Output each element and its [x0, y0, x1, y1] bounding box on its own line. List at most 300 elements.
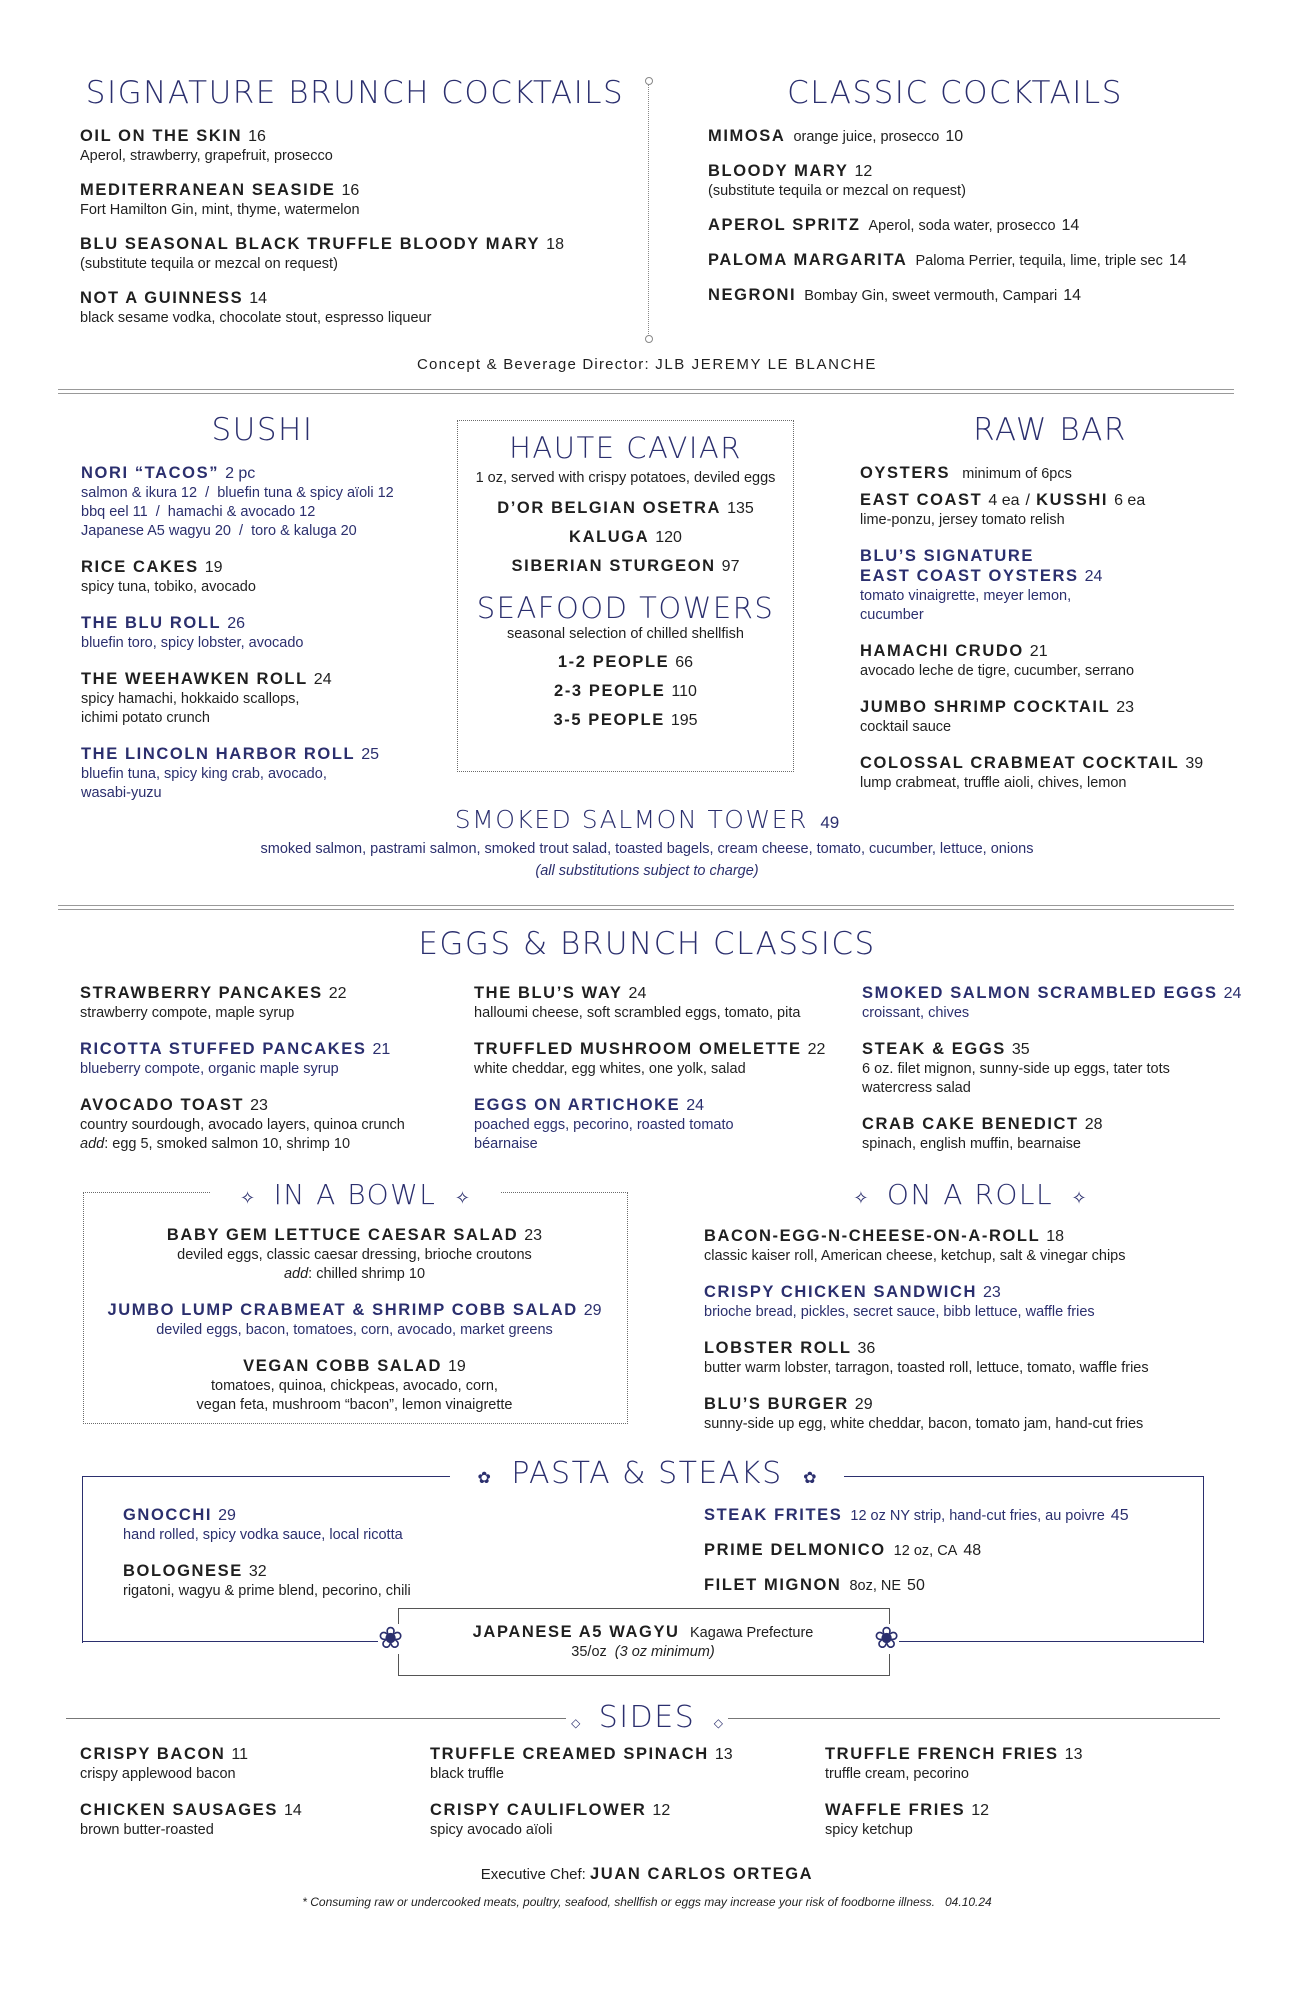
menu-item — [860, 753, 1260, 793]
price-line-name: 1-2 PEOPLE — [557, 653, 670, 671]
menu-item-desc: lump crabmeat, truffle aioli, chives, lemon — [860, 775, 1127, 791]
menu-item-desc: classic kaiser roll, American cheese, ketchup, salt & vinegar chips — [704, 1248, 1126, 1264]
menu-item-price: 16 — [248, 128, 266, 145]
menu-item-price: 10 — [945, 128, 964, 145]
menu-item-heading — [81, 669, 441, 690]
menu-item-desc: poached eggs, pecorino, roasted tomato — [474, 1117, 734, 1133]
menu-item-name: STEAK FRITES — [704, 1506, 843, 1524]
menu-item-name: NOT A GUINNESS — [80, 289, 244, 307]
menu-item-price: 28 — [1084, 1116, 1103, 1133]
menu-item-name: RICOTTA STUFFED PANCAKES — [80, 1040, 367, 1058]
menu-item-desc: blueberry compote, organic maple syrup — [80, 1061, 339, 1077]
menu-item — [860, 697, 1260, 737]
menu-item — [83, 1300, 626, 1340]
menu-item-heading — [83, 1300, 626, 1321]
menu-item-price: 21 — [372, 1041, 391, 1058]
menu-item-desc: crispy applewood bacon — [80, 1766, 236, 1782]
menu-item-desc: 6 oz. filet mignon, sunny-side up eggs, tater tots — [862, 1061, 1170, 1077]
menu-item — [430, 1800, 790, 1840]
signature-oysters-desc: tomato vinaigrette, meyer lemon, — [860, 588, 1072, 604]
concept-line — [0, 356, 1294, 373]
pasta-frame-bottom-right — [886, 1641, 1203, 1642]
menu-item-heading — [860, 753, 1260, 774]
menu-item-desc: (substitute tequila or mezcal on request) — [708, 183, 966, 199]
divider-dot-top — [645, 77, 653, 85]
menu-item — [81, 744, 441, 803]
menu-item-heading — [80, 180, 640, 201]
menu-item — [708, 161, 1268, 201]
menu-item-price: 18 — [1046, 1228, 1065, 1245]
menu-item — [474, 1039, 864, 1079]
bowl-heading — [210, 1178, 500, 1211]
menu-item-heading — [862, 1039, 1282, 1060]
menu-item-desc: black sesame vodka, chocolate stout, espresso liqueur — [80, 310, 432, 326]
price-line-name: 3-5 PEOPLE — [553, 711, 665, 729]
menu-item-heading — [80, 1744, 400, 1765]
menu-item-heading — [81, 613, 441, 634]
top-divider — [648, 80, 649, 340]
menu-item-desc: spicy avocado aïoli — [430, 1822, 553, 1838]
menu-item-price: 29 — [218, 1507, 236, 1524]
clover-icon: ❀ — [378, 1622, 404, 1655]
signature-oysters-line2: EAST COAST OYSTERS — [860, 567, 1079, 585]
chef-label: Executive Chef: — [480, 1866, 586, 1883]
price-line-name: SIBERIAN STURGEON — [511, 557, 716, 575]
rawbar-list — [860, 463, 1260, 809]
clover-icon: ✿ — [477, 1470, 491, 1487]
menu-item — [704, 1226, 1264, 1266]
price-line — [458, 556, 793, 577]
nori-tacos-item — [81, 463, 441, 541]
menu-item-desc: brown butter-roasted — [80, 1822, 214, 1838]
menu-item-price: 22 — [807, 1041, 826, 1058]
menu-item-price: 24 — [313, 671, 332, 688]
caviar-title: HAUTE CAVIAR — [509, 431, 742, 465]
menu-item-price: 50 — [907, 1577, 925, 1594]
roll-heading — [820, 1178, 1120, 1211]
menu-item-heading — [860, 641, 1260, 662]
menu-item-desc: country sourdough, avocado layers, quinoa crunch — [80, 1117, 405, 1133]
menu-item-price: 23 — [524, 1227, 543, 1244]
wagyu-origin: Kagawa Prefecture — [690, 1625, 814, 1641]
menu-item — [81, 669, 441, 728]
menu-item-desc: croissant, chives — [862, 1005, 970, 1021]
disclaimer: * Consuming raw or undercooked meats, poultry, seafood, shellfish or eggs may increase your risk of foodborne illness. 04.10.24 — [302, 1895, 992, 1909]
menu-item-name: PALOMA MARGARITA — [708, 251, 908, 269]
menu-item — [80, 288, 640, 328]
menu-item-heading — [704, 1338, 1264, 1359]
menu-item-desc: strawberry compote, maple syrup — [80, 1005, 295, 1021]
price-line — [458, 681, 793, 702]
price-line-name: D’OR BELGIAN OSETRA — [497, 499, 722, 517]
eggs-col-3 — [862, 983, 1282, 1170]
menu-item-name: TRUFFLE FRENCH FRIES — [825, 1745, 1059, 1763]
caviar-towers-box — [457, 420, 794, 772]
east-coast-price: 4 ea — [988, 492, 1020, 509]
menu-item-inline-desc: 12 oz NY strip, hand-cut fries, au poivre — [850, 1508, 1105, 1524]
menu-item-price: 23 — [1116, 699, 1135, 716]
menu-item-inline-desc: Bombay Gin, sweet vermouth, Campari — [804, 288, 1058, 304]
sides-col-1 — [80, 1744, 400, 1856]
menu-item-desc: brioche bread, pickles, secret sauce, bibb lettuce, waffle fries — [704, 1304, 1095, 1320]
menu-item — [704, 1338, 1264, 1378]
rawbar-title: RAW BAR — [973, 412, 1127, 448]
menu-item-name: MEDITERRANEAN SEASIDE — [80, 181, 336, 199]
menu-item-desc: spicy hamachi, hokkaido scallops, — [81, 691, 300, 707]
salmon-tower-note: (all substitutions subject to charge) — [535, 863, 759, 879]
menu-item-heading — [80, 983, 470, 1004]
menu-item-desc: watercress salad — [862, 1080, 971, 1096]
menu-item-inline-desc: orange juice, prosecco — [793, 129, 940, 145]
menu-item-price: 21 — [1029, 643, 1048, 660]
menu-item — [80, 126, 640, 166]
divider-dot-bottom — [645, 335, 653, 343]
nori-line: bbq eel 11 / hamachi & avocado 12 — [81, 504, 316, 520]
menu-item-heading — [81, 744, 441, 765]
menu-item-desc: bluefin tuna, spicy king crab, avocado, — [81, 766, 327, 782]
menu-item-price: 13 — [1064, 1746, 1083, 1763]
sides-col-3 — [825, 1744, 1185, 1856]
menu-item-name: TRUFFLE CREAMED SPINACH — [430, 1745, 709, 1763]
menu-item-heading — [474, 1095, 864, 1116]
menu-item-desc: tomatoes, quinoa, chickpeas, avocado, corn, — [211, 1378, 498, 1394]
price-line — [458, 498, 793, 519]
menu-item-name: STEAK & EGGS — [862, 1040, 1006, 1058]
menu-item-name: CHICKEN SAUSAGES — [80, 1801, 278, 1819]
menu-item-name: CRISPY CHICKEN SANDWICH — [704, 1283, 978, 1301]
menu-item-desc: vegan feta, mushroom “bacon”, lemon vinaigrette — [196, 1397, 513, 1413]
price-line-price: 97 — [721, 558, 740, 575]
menu-item — [83, 1356, 626, 1415]
menu-item-name: THE BLU’S WAY — [474, 984, 623, 1002]
menu-item-name: THE LINCOLN HARBOR ROLL — [81, 745, 356, 763]
chef-name: JUAN CARLOS ORTEGA — [590, 1865, 814, 1883]
menu-item-price: 16 — [341, 182, 360, 199]
menu-item-heading — [474, 1039, 864, 1060]
menu-item — [862, 1114, 1282, 1154]
menu-item — [708, 250, 1268, 271]
menu-item-price: 14 — [283, 1802, 302, 1819]
menu-item-price: 19 — [204, 559, 223, 576]
addon-text: : egg 5, smoked salmon 10, shrimp 10 — [104, 1136, 351, 1152]
menu-item-desc: hand rolled, spicy vodka sauce, local ricotta — [123, 1527, 403, 1543]
menu-item-inline-desc: Paloma Perrier, tequila, lime, triple sec — [915, 253, 1163, 269]
signature-oysters-line1: BLU’S SIGNATURE — [860, 547, 1035, 565]
menu-item-price: 32 — [248, 1563, 267, 1580]
menu-item-heading — [83, 1356, 626, 1377]
menu-item-desc: sunny-side up egg, white cheddar, bacon, tomato jam, hand-cut fries — [704, 1416, 1144, 1432]
menu-item-name: NEGRONI — [708, 286, 797, 304]
menu-item-name: JUMBO LUMP CRABMEAT & SHRIMP COBB SALAD — [107, 1301, 578, 1319]
pasta-title: PASTA & STEAKS — [511, 1456, 783, 1491]
menu-item-heading — [704, 1540, 1224, 1561]
menu-item — [430, 1744, 790, 1784]
price-line-name: 2-3 PEOPLE — [554, 682, 666, 700]
eggs-title: EGGS & BRUNCH CLASSICS — [418, 926, 876, 962]
menu-item — [862, 983, 1282, 1023]
menu-item-price: 35 — [1011, 1041, 1030, 1058]
menu-item — [474, 983, 864, 1023]
menu-item-desc: halloumi cheese, soft scrambled eggs, tomato, pita — [474, 1005, 801, 1021]
chef-line — [0, 1864, 1294, 1884]
wagyu-note: (3 oz minimum) — [614, 1644, 715, 1660]
menu-item — [80, 234, 640, 274]
menu-item-name: OIL ON THE SKIN — [80, 127, 243, 145]
menu-item-name: THE BLU ROLL — [81, 614, 222, 632]
menu-item-heading — [860, 697, 1260, 718]
price-line-price: 195 — [670, 712, 698, 729]
menu-item-heading — [708, 215, 1268, 236]
menu-item-desc: avocado leche de tigre, cucumber, serrano — [860, 663, 1135, 679]
eggs-col-1 — [80, 983, 470, 1170]
menu-item-price: 45 — [1110, 1507, 1129, 1524]
concept-label: Concept & Beverage Director: — [417, 356, 650, 373]
diamond-icon: ◇ — [571, 1716, 581, 1730]
menu-item-price: 14 — [1063, 287, 1082, 304]
menu-item-price: 14 — [1061, 217, 1080, 234]
menu-item-price: 48 — [963, 1542, 982, 1559]
menu-item-name: GNOCCHI — [123, 1506, 213, 1524]
menu-item — [123, 1561, 623, 1601]
menu-item-heading — [430, 1744, 790, 1765]
roll-title: ON A ROLL — [886, 1178, 1054, 1211]
menu-item-desc: Fort Hamilton Gin, mint, thyme, watermelon — [80, 202, 360, 218]
menu-item-heading — [474, 983, 864, 1004]
menu-item-name: BLOODY MARY — [708, 162, 849, 180]
signature-oysters-item — [860, 546, 1260, 625]
menu-item-heading — [80, 234, 640, 255]
menu-item-price: 39 — [1185, 755, 1204, 772]
nori-line: Japanese A5 wagyu 20 / toro & kaluga 20 — [81, 523, 357, 539]
menu-item-name: FILET MIGNON — [704, 1576, 842, 1594]
menu-item-desc: (substitute tequila or mezcal on request) — [80, 256, 338, 272]
clover-icon: ❀ — [874, 1622, 900, 1655]
sides-rule-left — [66, 1718, 566, 1719]
menu-item-desc: truffle cream, pecorino — [825, 1766, 969, 1782]
menu-item-price: 23 — [983, 1284, 1001, 1301]
classic-cocktails-list — [708, 126, 1268, 320]
menu-item — [860, 641, 1260, 681]
price-line-price: 120 — [655, 529, 682, 546]
menu-item-name: WAFFLE FRIES — [825, 1801, 966, 1819]
menu-item-name: BOLOGNESE — [123, 1562, 243, 1580]
section-rule-2 — [58, 905, 1234, 910]
pasta-heading — [450, 1456, 844, 1491]
menu-item-heading — [80, 288, 640, 309]
nori-tacos-price: 2 pc — [225, 465, 256, 482]
menu-item — [704, 1394, 1264, 1434]
menu-item-name: AVOCADO TOAST — [80, 1096, 245, 1114]
salmon-tower-price: 49 — [820, 813, 840, 832]
menu-item-price: 19 — [448, 1358, 466, 1375]
menu-item-price: 23 — [250, 1097, 268, 1114]
oysters-name: OYSTERS — [860, 464, 951, 482]
menu-item-desc: béarnaise — [474, 1136, 538, 1152]
menu-item-heading — [704, 1575, 1224, 1596]
nori-line: salmon & ikura 12 / bluefin tuna & spicy aïoli 12 — [81, 485, 394, 501]
addon-label: add — [283, 1266, 309, 1282]
menu-item-heading — [80, 1095, 470, 1116]
menu-item-price: 13 — [714, 1746, 733, 1763]
diamond-icon: ✧ — [853, 1188, 869, 1208]
menu-item-desc: butter warm lobster, tarragon, toasted roll, lettuce, tomato, waffle fries — [704, 1360, 1149, 1376]
wagyu-item — [398, 1622, 888, 1662]
menu-item-heading — [704, 1505, 1224, 1526]
menu-item-addon — [80, 1135, 470, 1154]
menu-item — [80, 1800, 400, 1840]
menu-item — [708, 126, 1268, 147]
east-coast-name: EAST COAST — [860, 491, 983, 509]
menu-item-price: 14 — [249, 290, 268, 307]
menu-item-desc: bluefin toro, spicy lobster, avocado — [81, 635, 304, 651]
diamond-icon: ✧ — [454, 1188, 470, 1208]
nori-tacos-name: NORI “TACOS” — [81, 464, 220, 482]
menu-item-price: 12 — [652, 1802, 671, 1819]
salmon-tower-heading — [0, 805, 1294, 834]
bowl-title: IN A BOWL — [273, 1178, 437, 1211]
menu-item-heading — [81, 557, 441, 578]
menu-item-price: 24 — [686, 1097, 705, 1114]
pasta-right — [704, 1505, 1224, 1610]
menu-item-name: PRIME DELMONICO — [704, 1541, 886, 1559]
section-rule-1 — [58, 389, 1234, 394]
sides-heading — [556, 1700, 738, 1735]
menu-item-desc: white cheddar, egg whites, one yolk, salad — [474, 1061, 746, 1077]
menu-item-heading — [83, 1225, 626, 1246]
menu-item-name: CRISPY CAULIFLOWER — [430, 1801, 647, 1819]
menu-item-inline-desc: Aperol, soda water, prosecco — [868, 218, 1056, 234]
menu-item-desc: cocktail sauce — [860, 719, 952, 735]
price-line — [458, 710, 793, 731]
east-coast-desc: lime-ponzu, jersey tomato relish — [860, 512, 1065, 528]
menu-item — [80, 1095, 470, 1154]
menu-item — [825, 1800, 1185, 1840]
menu-item-addon — [83, 1265, 626, 1284]
price-line — [458, 652, 793, 673]
towers-title: SEAFOOD TOWERS — [476, 591, 775, 625]
sides-col-2 — [430, 1744, 790, 1856]
menu-item-price: 26 — [227, 615, 245, 632]
menu-item-name: SMOKED SALMON SCRAMBLED EGGS — [862, 984, 1218, 1002]
menu-item-desc: rigatoni, wagyu & prime blend, pecorino, chili — [123, 1583, 411, 1599]
diamond-icon: ✧ — [240, 1188, 256, 1208]
menu-item — [80, 180, 640, 220]
menu-item-name: EGGS ON ARTICHOKE — [474, 1096, 681, 1114]
menu-item-heading — [704, 1282, 1264, 1303]
menu-item-name: LOBSTER ROLL — [704, 1339, 852, 1357]
menu-item — [862, 1039, 1282, 1098]
menu-item-price: 24 — [1223, 985, 1242, 1002]
price-line-price: 110 — [671, 683, 697, 700]
menu-item-heading — [825, 1800, 1185, 1821]
oysters-heading — [860, 463, 1260, 484]
menu-item-price: 25 — [361, 746, 379, 763]
menu-item-price: 36 — [857, 1340, 876, 1357]
signature-oysters-price: 24 — [1084, 568, 1103, 585]
menu-item-name: HAMACHI CRUDO — [860, 642, 1024, 660]
signature-cocktails-title: SIGNATURE BRUNCH COCKTAILS — [85, 75, 625, 111]
menu-item-price: 12 — [854, 163, 873, 180]
menu-item-price: 29 — [854, 1396, 873, 1413]
pasta-frame-bottom-left — [82, 1641, 400, 1642]
menu-item-name: APEROL SPRITZ — [708, 216, 861, 234]
menu-item-name: THE WEEHAWKEN ROLL — [81, 670, 308, 688]
menu-item-name: VEGAN COBB SALAD — [243, 1357, 443, 1375]
menu-item-name: BLU SEASONAL BLACK TRUFFLE BLOODY MARY — [80, 235, 541, 253]
menu-item — [704, 1575, 1224, 1596]
menu-item-heading — [708, 126, 1268, 147]
signature-oysters-desc2: cucumber — [860, 607, 924, 623]
menu-item — [80, 983, 470, 1023]
salmon-tower-desc: smoked salmon, pastrami salmon, smoked trout salad, toasted bagels, cream cheese, tomato, cucumber, lettuce, onions — [260, 841, 1034, 857]
menu-item-desc: deviled eggs, classic caesar dressing, brioche croutons — [177, 1247, 532, 1263]
kusshi-name: KUSSHI — [1036, 491, 1109, 509]
price-line — [458, 527, 793, 548]
addon-text: : chilled shrimp 10 — [308, 1266, 426, 1282]
menu-item-name: COLOSSAL CRABMEAT COCKTAIL — [860, 754, 1180, 772]
menu-item-heading — [825, 1744, 1185, 1765]
menu-item — [704, 1282, 1264, 1322]
eggs-col-2 — [474, 983, 864, 1170]
clover-icon: ✿ — [803, 1470, 817, 1487]
menu-item-name: STRAWBERRY PANCAKES — [80, 984, 323, 1002]
wagyu-price: 35/oz — [571, 1644, 607, 1660]
salmon-tower-title: SMOKED SALMON TOWER — [454, 805, 808, 834]
menu-item-heading — [80, 126, 640, 147]
menu-item-desc: wasabi-yuzu — [81, 785, 162, 801]
menu-item — [704, 1540, 1224, 1561]
caviar-subtitle: 1 oz, served with crispy potatoes, deviled eggs — [475, 470, 776, 486]
menu-item — [81, 557, 441, 597]
menu-item-desc: Aperol, strawberry, grapefruit, prosecco — [80, 148, 333, 164]
menu-item-heading — [704, 1226, 1264, 1247]
menu-item-price: 29 — [583, 1302, 602, 1319]
menu-item-heading — [80, 1039, 470, 1060]
menu-item — [704, 1505, 1224, 1526]
menu-item — [83, 1225, 626, 1284]
menu-item-price: 12 — [971, 1802, 989, 1819]
bowl-list — [83, 1225, 626, 1431]
sushi-title: SUSHI — [211, 412, 314, 448]
menu-item-heading — [862, 983, 1282, 1004]
menu-item-heading — [708, 250, 1268, 271]
menu-item-desc: spinach, english muffin, bearnaise — [862, 1136, 1081, 1152]
menu-item-price: 22 — [328, 985, 347, 1002]
menu-item — [474, 1095, 864, 1154]
menu-item-desc: black truffle — [430, 1766, 504, 1782]
menu-item — [123, 1505, 623, 1545]
menu-item-heading — [708, 285, 1268, 306]
signature-cocktails-list — [80, 126, 640, 342]
menu-item-desc: deviled eggs, bacon, tomatoes, corn, avocado, market greens — [156, 1322, 553, 1338]
kusshi-price: 6 ea — [1114, 492, 1146, 509]
menu-item — [708, 215, 1268, 236]
price-line-price: 66 — [675, 654, 694, 671]
roll-list — [704, 1226, 1264, 1450]
menu-item-name: JUMBO SHRIMP COCKTAIL — [860, 698, 1111, 716]
sides-rule-right — [728, 1718, 1220, 1719]
menu-item — [81, 613, 441, 653]
sushi-list — [81, 463, 441, 819]
concept-name: JLB JEREMY LE BLANCHE — [655, 356, 877, 373]
menu-item-price: 18 — [546, 236, 564, 253]
menu-item-price: 14 — [1168, 252, 1187, 269]
menu-item — [825, 1744, 1185, 1784]
addon-label: add — [80, 1136, 105, 1152]
menu-item — [80, 1039, 470, 1079]
pasta-left — [123, 1505, 623, 1617]
classic-cocktails-title: CLASSIC COCKTAILS — [787, 75, 1123, 111]
